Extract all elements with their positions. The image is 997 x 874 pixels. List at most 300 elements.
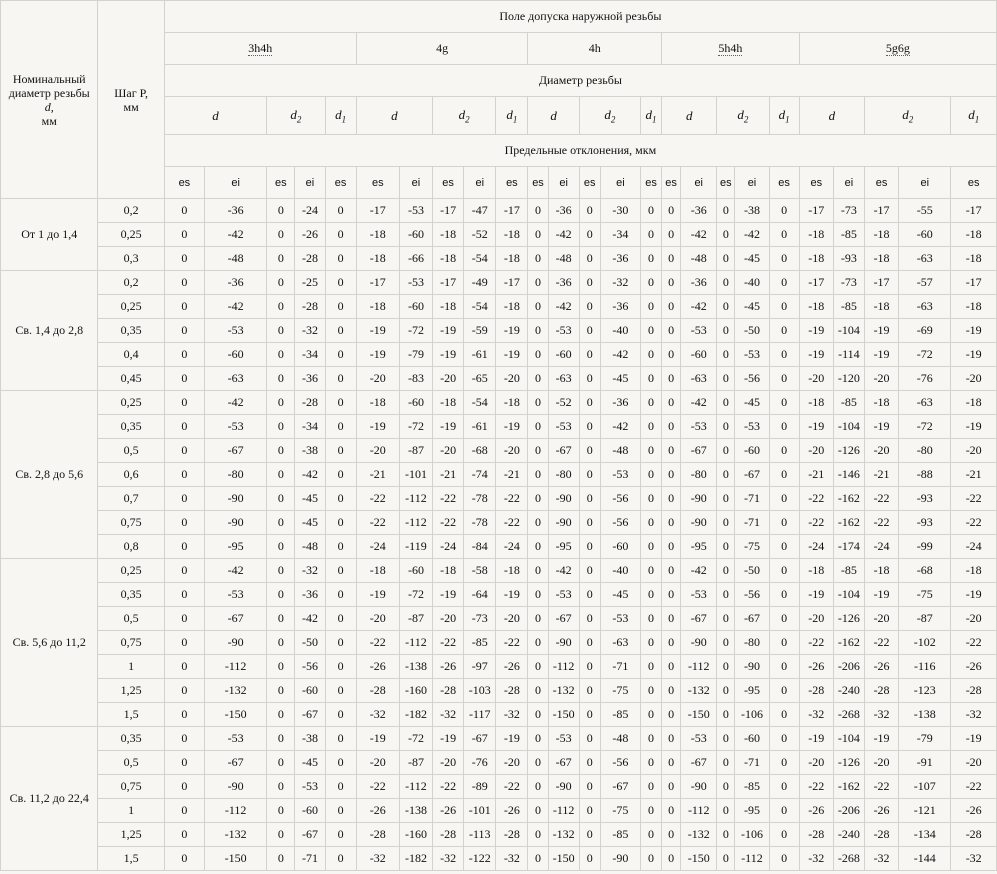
diameter-subscript: 1 <box>512 114 518 125</box>
deviation-cell: 0 <box>640 463 661 487</box>
deviation-cell: 0 <box>579 415 600 439</box>
deviation-cell: 0 <box>164 319 204 343</box>
deviation-cell: 0 <box>267 511 295 535</box>
deviation-cell: 0 <box>528 847 548 871</box>
deviation-cell: -20 <box>356 607 399 631</box>
deviation-type-1: ei <box>204 167 266 199</box>
deviation-cell: -95 <box>735 679 769 703</box>
deviation-cell: -79 <box>899 727 951 751</box>
deviation-cell: 0 <box>528 271 548 295</box>
deviation-cell: 0 <box>640 583 661 607</box>
deviation-cell: 0 <box>325 295 356 319</box>
deviation-cell: -116 <box>899 655 951 679</box>
deviation-cell: -67 <box>548 751 579 775</box>
deviation-cell: -22 <box>433 775 464 799</box>
deviation-cell: 0 <box>528 631 548 655</box>
deviation-cell: 0 <box>579 487 600 511</box>
deviation-cell: -19 <box>496 583 528 607</box>
deviation-cell: 0 <box>717 535 735 559</box>
table-row <box>1 655 997 679</box>
diameter-col-7 <box>579 97 640 135</box>
deviation-cell: -19 <box>356 727 399 751</box>
deviation-cell: -114 <box>833 343 864 367</box>
deviation-cell: 0 <box>528 463 548 487</box>
deviation-cell: -32 <box>433 703 464 727</box>
deviation-cell: -71 <box>600 655 640 679</box>
deviation-cell: -53 <box>295 775 325 799</box>
deviation-cell: 0 <box>579 391 600 415</box>
deviation-cell: -72 <box>399 319 432 343</box>
deviation-cell: -19 <box>864 415 898 439</box>
deviation-cell: -90 <box>735 655 769 679</box>
deviation-cell: -24 <box>356 535 399 559</box>
deviation-type-0: es <box>164 167 204 199</box>
deviation-cell: -28 <box>356 679 399 703</box>
deviation-cell: 0 <box>325 847 356 871</box>
deviation-type-22: es <box>864 167 898 199</box>
diameter-subscript: 2 <box>296 114 302 125</box>
pitch-line1: Шаг P, <box>114 85 148 100</box>
deviation-cell: 0 <box>717 631 735 655</box>
deviation-cell: 0 <box>640 439 661 463</box>
deviation-cell: -45 <box>735 391 769 415</box>
deviation-cell: -25 <box>295 271 325 295</box>
deviation-cell: 0 <box>717 415 735 439</box>
deviation-cell: -150 <box>204 847 266 871</box>
deviation-cell: -49 <box>464 271 496 295</box>
deviation-cell: -42 <box>600 343 640 367</box>
deviation-cell: -22 <box>864 487 898 511</box>
deviation-cell: -22 <box>864 631 898 655</box>
deviation-cell: -26 <box>356 799 399 823</box>
deviation-cell: -93 <box>899 487 951 511</box>
deviation-cell: 0 <box>267 487 295 511</box>
deviation-cell: 0 <box>640 415 661 439</box>
deviation-cell: 0 <box>662 847 681 871</box>
deviation-cell: -36 <box>681 199 717 223</box>
deviation-cell: -90 <box>681 487 717 511</box>
deviation-cell: 0 <box>662 727 681 751</box>
deviation-cell: 0 <box>769 511 799 535</box>
deviation-cell: -85 <box>833 295 864 319</box>
deviation-cell: -53 <box>600 463 640 487</box>
deviation-cell: -32 <box>951 847 997 871</box>
pitch-cell: 0,35 <box>98 319 164 343</box>
deviation-cell: -45 <box>735 295 769 319</box>
deviation-cell: -150 <box>681 703 717 727</box>
deviation-cell: -90 <box>600 847 640 871</box>
deviation-cell: -32 <box>951 703 997 727</box>
deviation-cell: -112 <box>399 631 432 655</box>
deviation-cell: -102 <box>899 631 951 655</box>
deviation-cell: -182 <box>399 847 432 871</box>
deviation-cell: 0 <box>769 559 799 583</box>
deviation-cell: -42 <box>735 223 769 247</box>
deviation-cell: 0 <box>640 703 661 727</box>
deviation-cell: 0 <box>325 655 356 679</box>
deviation-cell: -113 <box>464 823 496 847</box>
diameter-subscript: 2 <box>465 114 470 125</box>
diameter-col-13 <box>864 97 950 135</box>
deviation-cell: 0 <box>640 727 661 751</box>
deviation-cell: -21 <box>496 463 528 487</box>
deviation-cell: 0 <box>267 319 295 343</box>
deviation-cell: 0 <box>662 463 681 487</box>
deviation-cell: 0 <box>325 439 356 463</box>
deviation-cell: 0 <box>640 271 661 295</box>
deviation-cell: 0 <box>267 439 295 463</box>
pitch-cell: 0,75 <box>98 631 164 655</box>
deviation-cell: -54 <box>464 295 496 319</box>
deviation-type-12: es <box>579 167 600 199</box>
diameter-range: Св. 5,6 до 11,2 <box>1 559 98 727</box>
deviation-cell: 0 <box>325 247 356 271</box>
deviation-cell: -19 <box>496 415 528 439</box>
deviation-cell: -112 <box>735 847 769 871</box>
pitch-cell: 0,45 <box>98 367 164 391</box>
deviation-cell: -28 <box>864 679 898 703</box>
diameter-col-4 <box>433 97 496 135</box>
deviation-cell: -63 <box>899 295 951 319</box>
deviation-cell: -182 <box>399 703 432 727</box>
pitch-cell: 1,5 <box>98 703 164 727</box>
deviation-cell: 0 <box>164 463 204 487</box>
deviation-cell: -138 <box>899 703 951 727</box>
deviation-cell: 0 <box>528 511 548 535</box>
deviation-cell: -19 <box>433 319 464 343</box>
deviation-cell: 0 <box>640 487 661 511</box>
deviation-cell: 0 <box>164 799 204 823</box>
diameter-subscript: 1 <box>974 114 980 125</box>
deviation-cell: 0 <box>769 463 799 487</box>
deviation-cell: 0 <box>579 343 600 367</box>
deviation-cell: -18 <box>433 223 464 247</box>
deviation-cell: -126 <box>833 607 864 631</box>
deviation-cell: -18 <box>433 391 464 415</box>
deviation-cell: -36 <box>548 199 579 223</box>
deviation-cell: -45 <box>600 367 640 391</box>
deviation-cell: -60 <box>295 799 325 823</box>
deviation-cell: -22 <box>496 511 528 535</box>
deviation-cell: 0 <box>717 799 735 823</box>
deviation-cell: -32 <box>799 847 833 871</box>
deviation-cell: 0 <box>164 751 204 775</box>
table-row <box>1 223 997 247</box>
deviation-cell: -32 <box>496 703 528 727</box>
deviation-cell: -75 <box>899 583 951 607</box>
deviation-cell: -50 <box>295 631 325 655</box>
deviation-cell: -19 <box>864 727 898 751</box>
deviation-cell: 0 <box>267 199 295 223</box>
deviation-cell: -18 <box>433 247 464 271</box>
pitch-cell: 0,4 <box>98 343 164 367</box>
deviation-cell: 0 <box>325 511 356 535</box>
deviation-cell: -28 <box>496 679 528 703</box>
deviation-cell: -76 <box>899 367 951 391</box>
deviation-type-18: ei <box>735 167 769 199</box>
deviation-cell: 0 <box>640 247 661 271</box>
deviation-cell: 0 <box>640 823 661 847</box>
pitch-cell: 1 <box>98 799 164 823</box>
deviation-cell: -36 <box>600 247 640 271</box>
deviation-cell: -36 <box>600 391 640 415</box>
diameter-col-3 <box>356 97 432 135</box>
deviation-cell: -19 <box>356 415 399 439</box>
deviation-cell: -19 <box>356 343 399 367</box>
deviation-cell: 0 <box>769 703 799 727</box>
deviation-cell: 0 <box>717 295 735 319</box>
deviation-cell: 0 <box>267 295 295 319</box>
deviation-cell: -84 <box>464 535 496 559</box>
deviation-cell: -42 <box>548 295 579 319</box>
deviation-cell: -112 <box>548 799 579 823</box>
deviation-cell: -53 <box>681 415 717 439</box>
deviation-cell: 0 <box>528 751 548 775</box>
deviation-cell: 0 <box>769 295 799 319</box>
deviation-cell: -18 <box>799 247 833 271</box>
deviation-cell: -206 <box>833 799 864 823</box>
deviation-cell: -45 <box>295 511 325 535</box>
deviation-cell: 0 <box>579 559 600 583</box>
deviation-cell: -38 <box>295 727 325 751</box>
deviation-cell: -42 <box>548 223 579 247</box>
deviation-cell: -34 <box>600 223 640 247</box>
deviation-cell: 0 <box>267 775 295 799</box>
deviation-cell: -20 <box>356 751 399 775</box>
deviation-cell: 0 <box>769 271 799 295</box>
tolerance-group-label: 3h4h <box>248 41 273 55</box>
diameter-range: От 1 до 1,4 <box>1 199 98 271</box>
deviation-cell: -75 <box>600 679 640 703</box>
tolerance-group-3 <box>662 33 800 65</box>
deviation-cell: -32 <box>295 559 325 583</box>
deviation-cell: -17 <box>864 271 898 295</box>
deviation-cell: -53 <box>204 319 266 343</box>
deviation-cell: -36 <box>204 271 266 295</box>
deviation-cell: -83 <box>399 367 432 391</box>
deviation-cell: -80 <box>204 463 266 487</box>
deviation-cell: 0 <box>640 607 661 631</box>
deviation-cell: 0 <box>769 607 799 631</box>
table-row <box>1 535 997 559</box>
deviation-cell: -60 <box>600 535 640 559</box>
diameter-subscript: 1 <box>341 114 347 125</box>
deviation-cell: -28 <box>295 295 325 319</box>
deviation-cell: -42 <box>548 559 579 583</box>
deviation-cell: -19 <box>496 343 528 367</box>
deviation-cell: -30 <box>600 199 640 223</box>
diameter-symbol: d <box>391 107 398 123</box>
deviation-cell: 0 <box>325 607 356 631</box>
deviation-cell: -32 <box>295 319 325 343</box>
deviation-cell: -26 <box>496 655 528 679</box>
table-row <box>1 631 997 655</box>
deviation-cell: 0 <box>164 511 204 535</box>
deviation-cell: -67 <box>681 439 717 463</box>
deviation-cell: -63 <box>899 247 951 271</box>
diameter-symbol: d <box>458 106 466 122</box>
diameter-symbol: d <box>290 106 297 122</box>
deviation-cell: -21 <box>799 463 833 487</box>
tolerance-group-label: 5g6g <box>885 41 910 55</box>
deviation-cell: -67 <box>295 823 325 847</box>
deviation-cell: -67 <box>295 703 325 727</box>
deviation-cell: -104 <box>833 727 864 751</box>
deviation-cell: -87 <box>399 439 432 463</box>
deviation-cell: -132 <box>204 823 266 847</box>
deviation-cell: 0 <box>528 823 548 847</box>
deviation-cell: -87 <box>399 751 432 775</box>
deviation-cell: 0 <box>325 751 356 775</box>
deviation-cell: 0 <box>579 295 600 319</box>
pitch-cell: 0,2 <box>98 199 164 223</box>
deviation-cell: 0 <box>267 799 295 823</box>
deviation-cell: 0 <box>717 823 735 847</box>
deviation-cell: -73 <box>464 607 496 631</box>
deviation-cell: 0 <box>325 823 356 847</box>
deviation-cell: 0 <box>164 679 204 703</box>
deviation-cell: -90 <box>681 775 717 799</box>
deviation-cell: -67 <box>204 607 266 631</box>
deviation-cell: 0 <box>662 823 681 847</box>
pitch-cell: 0,5 <box>98 439 164 463</box>
deviation-cell: -73 <box>833 199 864 223</box>
deviation-cell: 0 <box>717 367 735 391</box>
deviation-cell: -42 <box>204 295 266 319</box>
deviation-cell: -28 <box>496 823 528 847</box>
deviation-cell: 0 <box>769 223 799 247</box>
deviation-cell: -20 <box>433 607 464 631</box>
deviation-cell: 0 <box>528 559 548 583</box>
deviation-cell: 0 <box>662 607 681 631</box>
tolerance-group-label: 4g <box>436 41 449 55</box>
deviation-cell: -71 <box>295 847 325 871</box>
deviation-cell: 0 <box>717 511 735 535</box>
deviation-cell: -150 <box>548 703 579 727</box>
deviation-cell: 0 <box>662 271 681 295</box>
tolerance-group-2 <box>528 33 662 65</box>
pitch-cell: 1 <box>98 655 164 679</box>
deviation-cell: -17 <box>356 199 399 223</box>
deviation-cell: 0 <box>325 583 356 607</box>
deviation-cell: 0 <box>164 655 204 679</box>
deviation-cell: 0 <box>662 199 681 223</box>
diameter-symbol: d <box>506 106 513 122</box>
diameter-symbol: d <box>968 106 975 122</box>
deviation-cell: 0 <box>579 439 600 463</box>
deviation-cell: -60 <box>399 559 432 583</box>
deviation-cell: 0 <box>579 463 600 487</box>
deviation-cell: -42 <box>295 463 325 487</box>
deviation-cell: 0 <box>267 607 295 631</box>
deviation-cell: 0 <box>267 559 295 583</box>
deviation-cell: -22 <box>951 775 997 799</box>
deviation-cell: -53 <box>735 343 769 367</box>
deviation-cell: -19 <box>799 727 833 751</box>
pitch-cell: 0,7 <box>98 487 164 511</box>
deviation-cell: -101 <box>399 463 432 487</box>
deviation-cell: 0 <box>267 271 295 295</box>
deviation-cell: -60 <box>204 343 266 367</box>
deviation-cell: 0 <box>325 271 356 295</box>
deviation-cell: 0 <box>662 223 681 247</box>
deviation-cell: -19 <box>496 319 528 343</box>
deviation-cell: -20 <box>799 367 833 391</box>
deviation-cell: -72 <box>399 727 432 751</box>
table-row <box>1 775 997 799</box>
deviation-cell: -22 <box>496 487 528 511</box>
deviation-cell: 0 <box>325 463 356 487</box>
deviation-cell: -53 <box>399 271 432 295</box>
deviation-cell: -19 <box>951 583 997 607</box>
diameter-range: Св. 1,4 до 2,8 <box>1 271 98 391</box>
deviation-cell: -21 <box>356 463 399 487</box>
table-row <box>1 343 997 367</box>
deviation-cell: 0 <box>769 199 799 223</box>
deviation-cell: -75 <box>735 535 769 559</box>
deviation-cell: 0 <box>717 247 735 271</box>
deviation-cell: -47 <box>464 199 496 223</box>
deviation-cell: -53 <box>681 727 717 751</box>
nominal-diameter-line1: Номинальный <box>12 71 86 86</box>
deviation-cell: -38 <box>295 439 325 463</box>
deviation-cell: -89 <box>464 775 496 799</box>
deviation-cell: 0 <box>579 367 600 391</box>
deviation-cell: -53 <box>399 199 432 223</box>
deviation-cell: 0 <box>769 679 799 703</box>
deviation-cell: 0 <box>528 727 548 751</box>
diameter-col-11 <box>769 97 799 135</box>
deviation-cell: -22 <box>356 487 399 511</box>
deviation-cell: -20 <box>951 439 997 463</box>
tolerance-group-label: 4h <box>588 41 601 55</box>
deviation-cell: -42 <box>681 391 717 415</box>
deviation-cell: -240 <box>833 679 864 703</box>
deviation-cell: 0 <box>717 775 735 799</box>
deviation-cell: 0 <box>717 343 735 367</box>
deviation-cell: 0 <box>717 319 735 343</box>
deviation-cell: -80 <box>735 631 769 655</box>
deviation-cell: -160 <box>399 823 432 847</box>
deviation-cell: -48 <box>600 727 640 751</box>
deviation-cell: 0 <box>717 487 735 511</box>
deviation-cell: -48 <box>295 535 325 559</box>
deviation-cell: -90 <box>681 511 717 535</box>
deviation-cell: 0 <box>164 295 204 319</box>
deviation-cell: -71 <box>735 751 769 775</box>
deviation-cell: -26 <box>433 799 464 823</box>
deviation-cell: -36 <box>295 583 325 607</box>
pitch-cell: 0,35 <box>98 583 164 607</box>
deviation-cell: -90 <box>204 511 266 535</box>
deviation-cell: -18 <box>433 295 464 319</box>
deviation-cell: -45 <box>295 487 325 511</box>
pitch-cell: 1,5 <box>98 847 164 871</box>
deviation-type-11: ei <box>548 167 579 199</box>
diameter-symbol: d <box>335 106 342 122</box>
deviation-cell: -95 <box>735 799 769 823</box>
deviation-cell: 0 <box>528 415 548 439</box>
deviation-cell: -18 <box>951 223 997 247</box>
deviation-cell: -162 <box>833 487 864 511</box>
deviation-cell: 0 <box>267 463 295 487</box>
nominal-diameter-line2: диаметр резьбы <box>8 85 90 100</box>
deviation-cell: -63 <box>548 367 579 391</box>
deviation-cell: -91 <box>899 751 951 775</box>
deviation-cell: -95 <box>548 535 579 559</box>
deviation-cell: -20 <box>951 607 997 631</box>
deviation-cell: 0 <box>267 679 295 703</box>
